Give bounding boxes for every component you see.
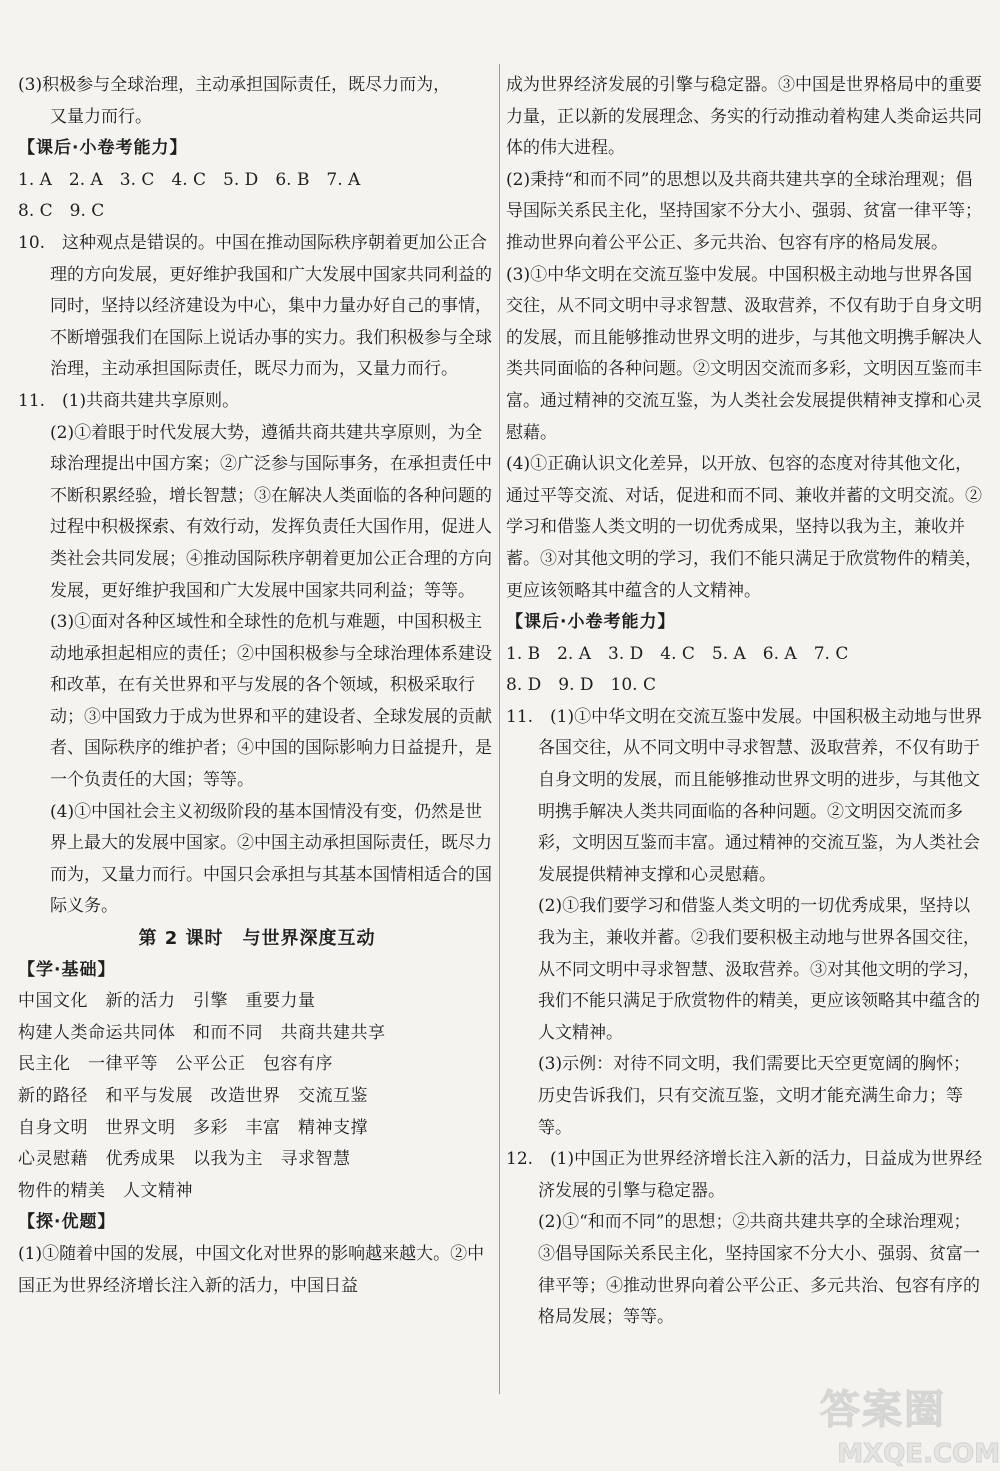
answer-key-row: 1. B 2. A 3. D 4. C 5. A 6. A 7. C [506, 643, 849, 664]
section-heading-explore: 【探·优题】 [18, 1212, 116, 1233]
terms-line: 新的路径 和平与发展 改造世界 交流互鉴 [18, 1086, 368, 1106]
terms-line: 中国文化 新的活力 引擎 重要力量 [18, 991, 316, 1012]
question-11-part-4: (4)①中国社会主义初级阶段的基本国情没有变，仍然是世界上最大的发展中国家。②中国主动承担国际责任，既尽力而为，又量力而行。中国只会承担与其基本国情相适合的国际义务。 [50, 801, 492, 917]
explore-answer-1: (1)①随着中国的发展，中国文化对世界的影响越来越大。②中国正为世界经济增长注入新的活力，中国日益 [18, 1243, 485, 1296]
watermark [770, 1387, 1000, 1471]
answer-key-row: 1. A 2. A 3. C 4. C 5. D 6. B 7. A [18, 169, 361, 190]
question-11-part-1: 11. (1)共商共建共享原则。 [18, 390, 240, 411]
question-12-part-1: 12. (1)中国正为世界经济增长注入新的活力，日益成为世界经济发展的引擎与稳定器。 [506, 1149, 983, 1201]
lesson-title: 第 2 课时 与世界深度互动 [138, 928, 376, 950]
explore-answer-3: (3)①中华文明在交流互鉴中发展。中国积极主动地与世界各国交往，从不同文明中寻求智慧、汲取营养，不仅有助于自身文明的发展，而且能够推动世界文明的进步，与其他文明携手解决人类共同面临的各种问题。②文明因交流而多彩，文明因互鉴而丰富。通过精神的交流互鉴，为人类社会发展提供精神支撑和心灵慰藉。 [506, 264, 982, 443]
left-l1b: 又量力而行。 [50, 106, 152, 127]
right-column [506, 70, 984, 1334]
watermark-logo: 答案圈 [820, 1387, 946, 1433]
section-heading-after-class: 【课后·小卷考能力】 [18, 138, 188, 159]
section-heading-basics: 【学·基础】 [18, 959, 116, 980]
question-11-part-2: (2)①着眼于时代发展大势，遵循共商共建共享原则，为全球治理提出中国方案；②广泛参与国际事务，在承担责任中不断积累经验，增长智慧；③在解决人类面临的各种问题的过程中积极探索、有效行动，发挥负责任大国作用，促进人类社会共同发展；④推动国际秩序朝着更加公正合理的方向发展，更好维护我国和广大发展中国家共同利益；等等。 [50, 422, 492, 601]
column-divider [499, 64, 500, 1394]
explore-answer-4: (4)①正确认识文化差异，以开放、包容的态度对待其他文化，通过平等交流、对话，促进和而不同、兼收并蓄的文明交流。②学习和借鉴人类文明的一切优秀成果，坚持以我为主，兼收并蓄。③对其他文明的学习，我们不能只满足于欣赏物件的精美，更应该领略其中蕴含的人文精神。 [506, 454, 982, 601]
terms-line: 物件的精美 人文精神 [18, 1180, 193, 1201]
terms-line: 心灵慰藉 优秀成果 以我为主 寻求智慧 [18, 1149, 351, 1170]
left-column [18, 70, 496, 1302]
left-l1: (3)积极参与全球治理，主动承担国际责任，既尽力而为， [18, 75, 451, 95]
question-10: 10. 这种观点是错误的。中国在推动国际秩序朝着更加公正合理的方向发展，更好维护我国和广大发展中国家共同利益的同时，坚持以经济建设为中心，集中力量办好自己的事情，不断增强我们在国际上说话办事的实力。我们积极参与全球治理，主动承担国际责任，既尽力而为，又量力而行。 [18, 232, 492, 380]
watermark-url: MXQE.COM [837, 1439, 1000, 1469]
question-11-part-3: (3)①面对各种区域性和全球性的危机与难题，中国积极主动地承担起相应的责任；②中国积极参与全球治理体系建设和改革，在有关世界和平与发展的各个领域，积极采取行动；③中国致力于成为世界和平的建设者、全球发展的贡献者、国际秩序的维护者；④中国的国际影响力日益提升，是一个负责任的大国；等等。 [50, 612, 492, 791]
explore-answer-1-cont: 成为世界经济发展的引擎与稳定器。③中国是世界格局中的重要力量，正以新的发展理念、务实的行动推动着构建人类命运共同体的伟大进程。 [506, 75, 982, 159]
question-11-r-part-2: (2)①我们要学习和借鉴人类文明的一切优秀成果，坚持以我为主，兼收并蓄。②我们要积极主动地与世界各国交往，从不同文明中寻求智慧、汲取营养。③对其他文明的学习，我们不能只满足于欣赏物件的精美，更应该领略其中蕴含的人文精神。 [538, 896, 980, 1043]
question-12-part-2: (2)①“和而不同”的思想；②共商共建共享的全球治理观；③倡导国际关系民主化，坚持国家不分大小、强弱、贫富一律平等；④推动世界向着公平公正、多元共治、包容有序的格局发展；等等。 [538, 1212, 980, 1328]
answer-key-row: 8. C 9. C [18, 201, 105, 222]
question-11-r-part-3: (3)示例：对待不同文明，我们需要比天空更宽阔的胸怀；历史告诉我们，只有交流互鉴，文明才能充满生命力；等等。 [538, 1054, 971, 1138]
section-heading-after-class-2: 【课后·小卷考能力】 [506, 612, 676, 633]
explore-answer-2: (2)秉持“和而不同”的思想以及共商共建共享的全球治理观；倡导国际关系民主化，坚持国家不分大小、强弱、贫富一律平等；推动世界向着公平公正、多元共治、包容有序的格局发展。 [506, 169, 982, 253]
terms-line: 民主化 一律平等 公平公正 包容有序 [18, 1054, 333, 1075]
question-11-r-part-1: 11. (1)①中华文明在交流互鉴中发展。中国积极主动地与世界各国交往，从不同文明中寻求智慧、汲取营养，不仅有助于自身文明的发展，而且能够推动世界文明的进步，与其他文明携手解决人类共同面临的各种问题。②文明因交流而多彩，文明因互鉴而丰富。通过精神的交流互鉴，为人类社会发展提供精神支撑和心灵慰藉。 [506, 706, 983, 885]
answer-key-row: 8. D 9. D 10. C [506, 675, 656, 696]
terms-line: 自身文明 世界文明 多彩 丰富 精神支撑 [18, 1117, 368, 1138]
terms-line: 构建人类命运共同体 和而不同 共商共建共享 [18, 1022, 386, 1043]
